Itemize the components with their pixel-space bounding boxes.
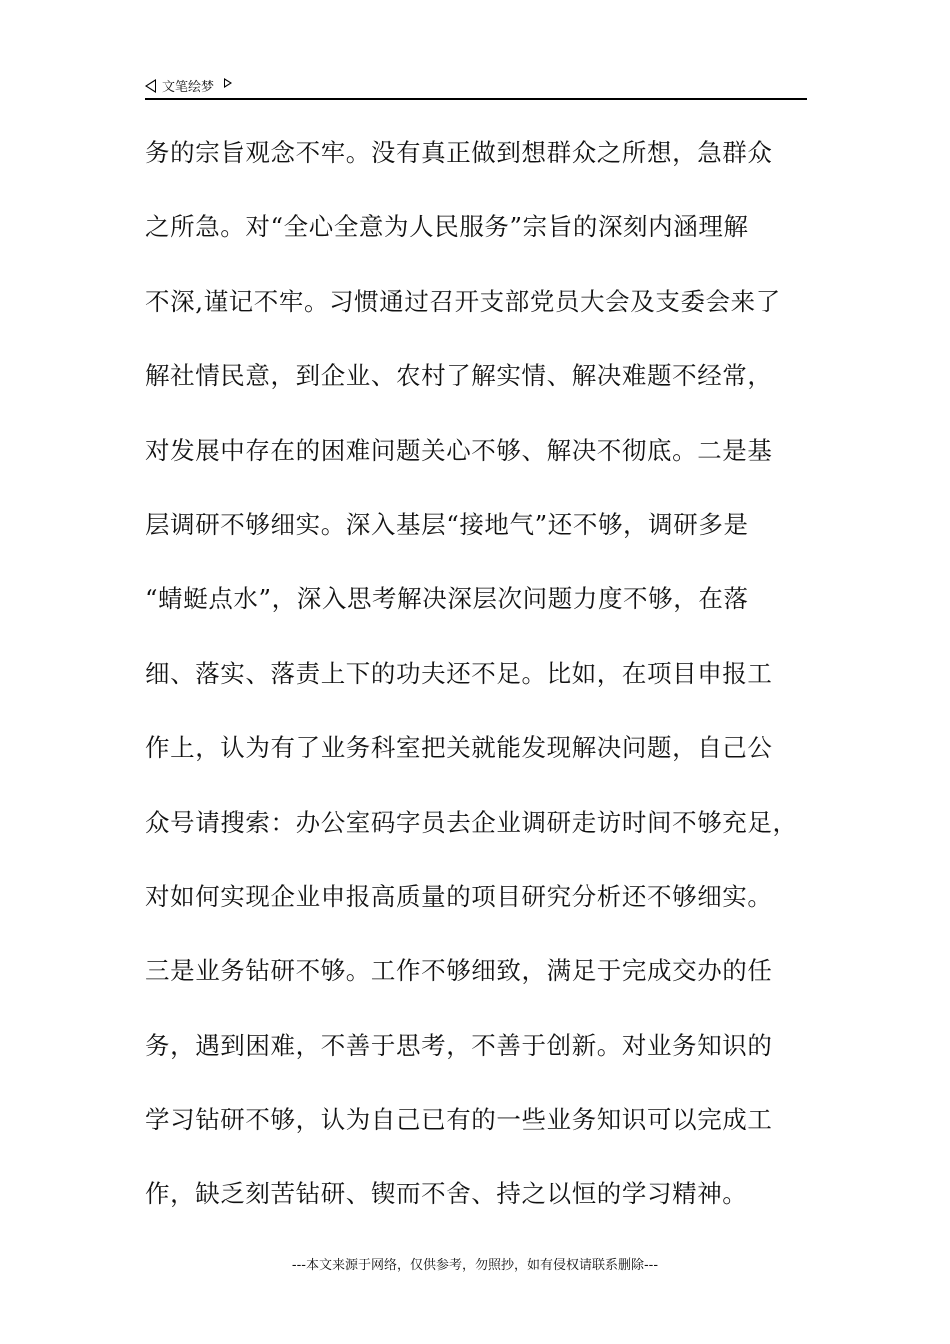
document-body — [145, 130, 815, 1246]
text-line: 对如何实现企业申报高质量的项目研究分析还不够细实。 — [145, 881, 773, 911]
text-line: 解社情民意，到企业、农村了解实情、解决难题不经常， — [145, 361, 773, 391]
triangle-right-icon — [224, 78, 232, 88]
header-row — [145, 76, 232, 95]
text-line: 对发展中存在的困难问题关心不够、解决不彻底。二是基 — [145, 435, 773, 465]
text-line: 作，缺乏刻苦钻研、锲而不舍、持之以恒的学习精神。 — [145, 1179, 748, 1209]
text-line: 不深,谨记不牢。习惯通过召开支部党员大会及支委会来了 — [145, 286, 781, 316]
text-line: 层调研不够细实。深入基层“接地气”还不够，调研多是 — [145, 509, 749, 539]
text-line: “蜻蜓点水”，深入思考解决深层次问题力度不够，在落 — [145, 584, 749, 614]
text-line: 作上，认为有了业务科室把关就能发现解决问题，自己公 — [145, 733, 773, 763]
text-line: 学习钻研不够，认为自己已有的一些业务知识可以完成工 — [145, 1105, 773, 1135]
triangle-left-icon — [145, 79, 156, 93]
text-line: 众号请搜索：办公室码字员去企业调研走访时间不够充足， — [145, 807, 798, 837]
header-title: 文笔绘梦 — [162, 80, 215, 95]
text-line: 细、落实、落责上下的功夫还不足。比如，在项目申报工 — [145, 658, 773, 688]
text-line: 之所急。对“全心全意为人民服务”宗旨的深刻内涵理解 — [145, 212, 749, 242]
footer-disclaimer: ---本文来源于网络，仅供参考，勿照抄，如有侵权请联系删除--- — [291, 1258, 659, 1273]
text-line: 三是业务钻研不够。工作不够细致，满足于完成交办的任 — [145, 956, 773, 986]
text-line: 务的宗旨观念不牢。没有真正做到想群众之所想，急群众 — [145, 138, 773, 167]
text-line: 务，遇到困难，不善于思考，不善于创新。对业务知识的 — [145, 1030, 773, 1060]
page-header — [145, 72, 807, 100]
